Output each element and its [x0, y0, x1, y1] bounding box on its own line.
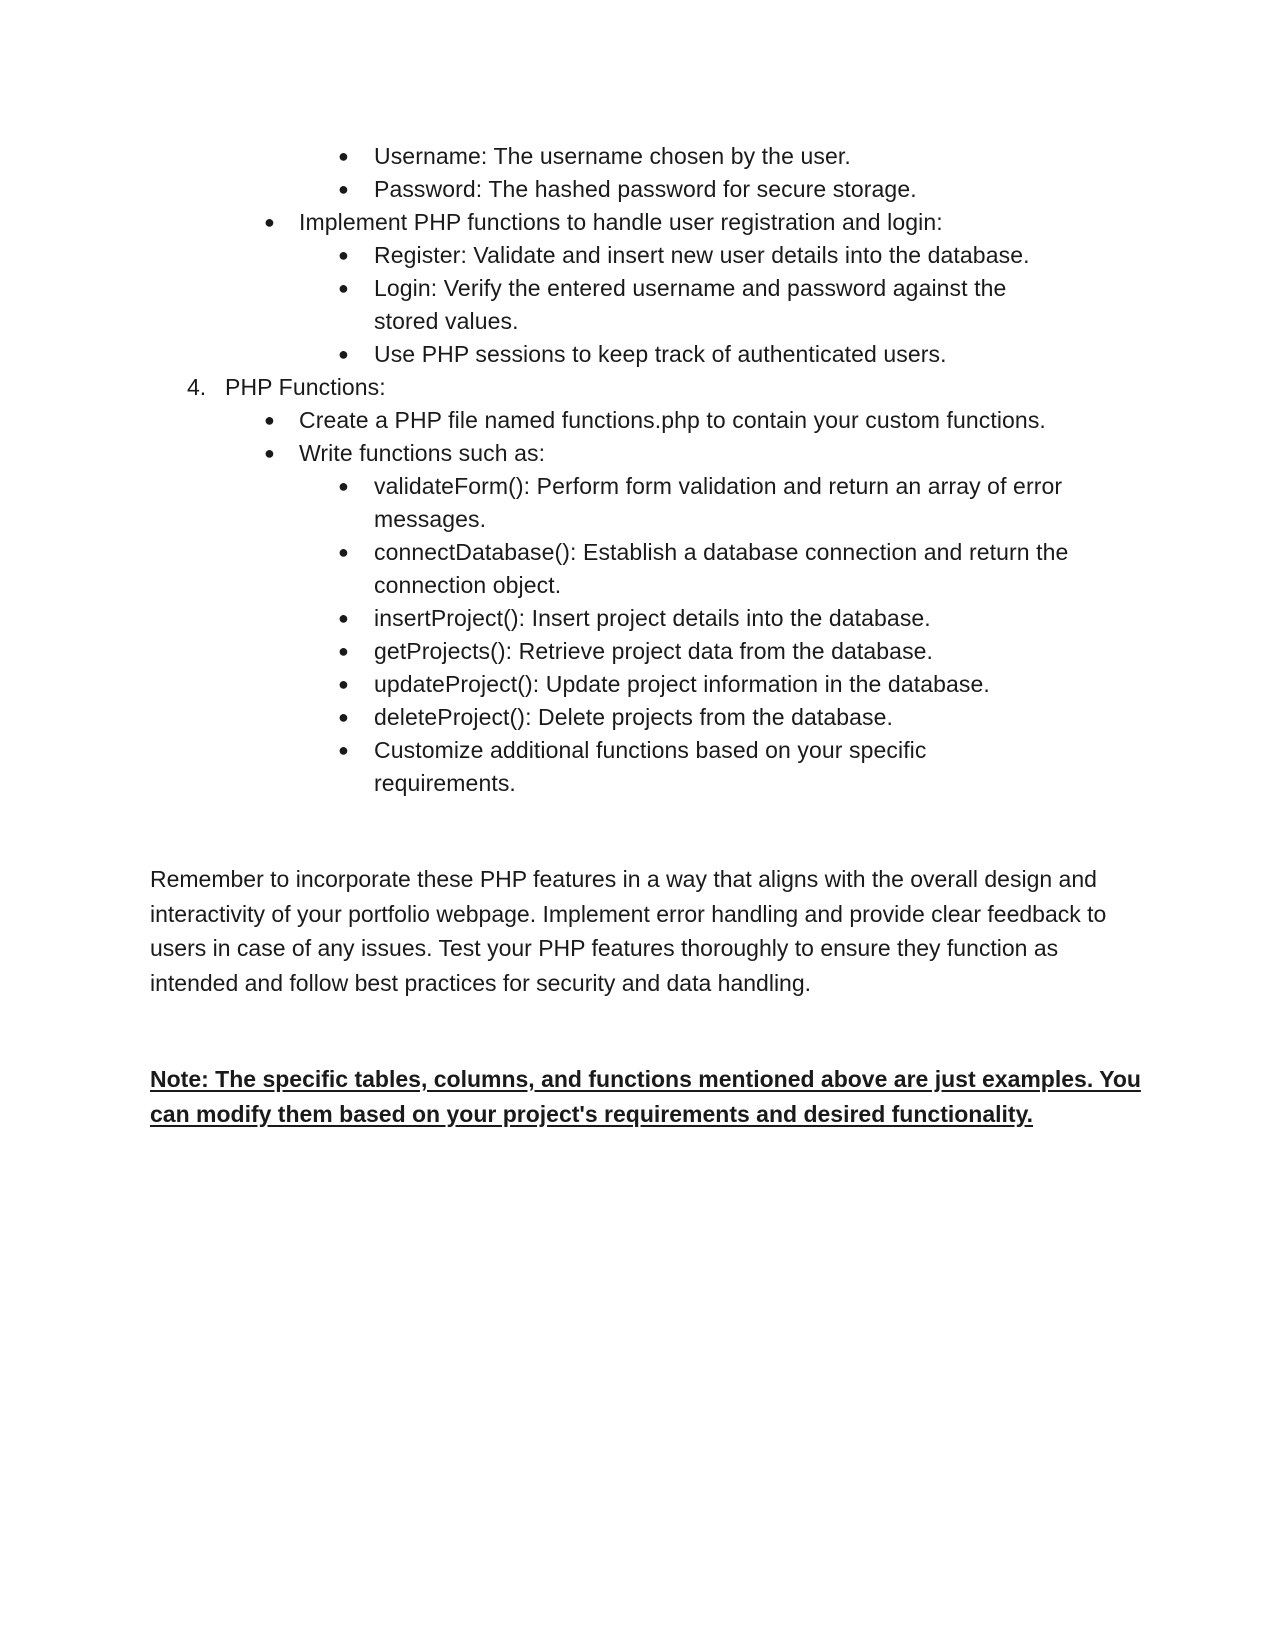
list-item: connectDatabase(): Establish a database connection and return the [374, 539, 1069, 565]
list-item: Password: The hashed password for secure storage. [374, 176, 917, 202]
bullet-icon: ● [338, 608, 349, 628]
bullet-icon: ● [338, 641, 349, 661]
bullet-icon: ● [338, 476, 349, 496]
list-item: Customize additional functions based on your specific [374, 737, 927, 763]
bullet-icon: ● [338, 245, 349, 265]
closing-paragraph: Remember to incorporate these PHP features in a way that aligns with the overall design and interactivity of your portfolio webpage. Implement error handling and provide clear feedback to users in case of any issues. Test your PHP features thoroughly to ensure they function as intended and follow best practices for security and data handling. [150, 866, 1107, 996]
list-item: Implement PHP functions to handle user registration and login: [299, 209, 943, 235]
list-item: insertProject(): Insert project details into the database. [374, 605, 931, 631]
list-item-heading: PHP Functions: [225, 374, 386, 400]
list-item-continuation: requirements. [374, 770, 516, 796]
bullet-icon: ● [264, 212, 275, 232]
list-item-continuation: messages. [374, 506, 487, 532]
bullet-icon: ● [338, 674, 349, 694]
bullet-icon: ● [338, 740, 349, 760]
list-item: Username: The username chosen by the user. [374, 143, 851, 169]
note-text: Note: The specific tables, columns, and functions mentioned above are just examples. You can modify them based on your project's requirements and desired functionality. [150, 1066, 1141, 1127]
list-number: 4. [187, 374, 207, 400]
bullet-icon: ● [338, 542, 349, 562]
list-item-continuation: stored values. [374, 308, 519, 334]
bullet-icon: ● [264, 410, 275, 430]
bullet-icon: ● [338, 707, 349, 727]
bullet-icon: ● [264, 443, 275, 463]
list-item: Use PHP sessions to keep track of authenticated users. [374, 341, 947, 367]
bullet-icon: ● [338, 146, 349, 166]
bullet-icon: ● [338, 179, 349, 199]
bullet-icon: ● [338, 344, 349, 364]
bullet-icon: ● [338, 278, 349, 298]
list-item: Login: Verify the entered username and password against the [374, 275, 1007, 301]
list-item-continuation: connection object. [374, 572, 562, 598]
list-item: validateForm(): Perform form validation and return an array of error [374, 473, 1063, 499]
list-item: Write functions such as: [299, 440, 546, 466]
list-item: Create a PHP file named functions.php to contain your custom functions. [299, 407, 1046, 433]
list-item: getProjects(): Retrieve project data from the database. [374, 638, 934, 664]
list-item: deleteProject(): Delete projects from the database. [374, 704, 894, 730]
list-item: updateProject(): Update project information in the database. [374, 671, 990, 697]
list-item: Register: Validate and insert new user details into the database. [374, 242, 1030, 268]
